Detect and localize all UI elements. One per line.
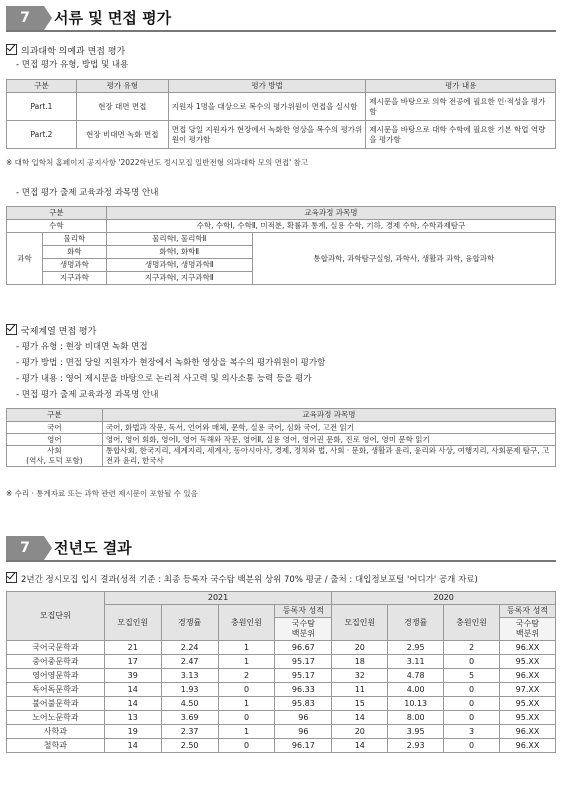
table-cell: 0 — [444, 655, 500, 669]
table-cell: 14 — [332, 711, 388, 725]
table-cell: 통합과학, 과학탐구실험, 과학사, 생활과 과학, 융합과학 — [252, 233, 555, 285]
table-cell: 96.17 — [275, 739, 332, 753]
table-cell: 0 — [444, 739, 500, 753]
table-header: 구분 — [7, 80, 77, 93]
table-cell: 39 — [104, 669, 161, 683]
table-cell: 생명과학 — [42, 259, 106, 272]
table-cell: 2.50 — [161, 739, 218, 753]
section-header-evaluation — [6, 6, 556, 30]
table-cell: 96.33 — [275, 683, 332, 697]
table-cell: 17 — [104, 655, 161, 669]
table-cell: 32 — [332, 669, 388, 683]
table-note: ※ 대학 입학처 홈페이지 공지사항 '2022학년도 정시모집 일반전형 의과대학 모의 면접' 참고 — [6, 158, 309, 167]
section-title: 서류 및 면접 평가 — [54, 9, 172, 27]
checkbox-icon — [6, 44, 17, 55]
table-header: 모집단위 — [7, 592, 105, 641]
intl-heading — [6, 324, 96, 338]
table-cell: 2 — [218, 669, 275, 683]
table-header: 평가 방법 — [168, 80, 366, 93]
table-row — [7, 655, 556, 669]
table-cell: 화학Ⅰ, 화학Ⅱ — [106, 246, 252, 259]
intl-subjects-table — [6, 408, 556, 467]
table-header: 국수탐 백분위 — [500, 618, 556, 641]
table-cell: 14 — [104, 683, 161, 697]
unit-name-cell: 국어국문학과 — [7, 641, 105, 655]
table-cell: 지원자 1명을 대상으로 복수의 평가위원이 면접을 실시함 — [168, 93, 366, 121]
table-cell: 지구과학Ⅰ, 지구과학Ⅱ — [106, 272, 252, 285]
unit-name-cell: 중어중문학과 — [7, 655, 105, 669]
table-cell: 사회 (역사, 도덕 포함) — [7, 446, 103, 467]
unit-name-cell: 불어불문학과 — [7, 697, 105, 711]
divider — [6, 30, 556, 32]
table-cell: 화학 — [42, 246, 106, 259]
table-cell: 국어 — [7, 422, 103, 434]
table-cell: 3.95 — [388, 725, 444, 739]
table-header: 구분 — [7, 207, 107, 220]
table-cell: 20 — [332, 641, 388, 655]
table-cell: 0 — [218, 739, 275, 753]
table-header: 교육과정 과목명 — [106, 207, 555, 220]
table-cell: 96.XX — [500, 669, 556, 683]
med-subjects-table — [6, 206, 556, 285]
table-cell: 1.93 — [161, 683, 218, 697]
med-subheading-1: - 면접 평가 유형, 방법 및 내용 — [16, 60, 129, 70]
table-cell: 영어, 영어 회화, 영어Ⅰ, 영어 독해와 작문, 영어Ⅱ, 실용 영어, 영어권 문화, 진로 영어, 영미 문학 읽기 — [102, 434, 555, 446]
table-cell: 현장 비대면 녹화 면접 — [76, 121, 168, 149]
section-number: 7 — [6, 536, 44, 560]
table-header: 충원인원 — [444, 605, 500, 641]
unit-name-cell: 영어영문학과 — [7, 669, 105, 683]
table-cell: 영어 — [7, 434, 103, 446]
table-cell: Part.1 — [7, 93, 77, 121]
table-cell: 생명과학Ⅰ, 생명과학Ⅱ — [106, 259, 252, 272]
table-cell: 물리학Ⅰ, 물리학Ⅱ — [106, 233, 252, 246]
table-cell: 95.17 — [275, 669, 332, 683]
table-cell: 수학, 수학Ⅰ, 수학Ⅱ, 미적분, 확률과 통계, 실용 수학, 기하, 경제 수학, 수학과제탐구 — [106, 220, 555, 233]
table-cell: 수학 — [7, 220, 107, 233]
table-cell: 1 — [218, 697, 275, 711]
table-cell: 통합사회, 한국지리, 세계지리, 세계사, 동아시아사, 경제, 정치와 법, 사회 · 문화, 생활과 윤리, 윤리와 사상, 여행지리, 사회문제 탐구, 고전과 윤리, 한국사 — [102, 446, 555, 467]
table-header: 구분 — [7, 409, 103, 422]
table-header: 2021 — [104, 592, 332, 605]
table-cell: 3.69 — [161, 711, 218, 725]
table-cell: 95.XX — [500, 711, 556, 725]
table-cell: 0 — [444, 697, 500, 711]
table-cell: 지구과학 — [42, 272, 106, 285]
table-cell: 과학 — [7, 233, 43, 285]
table-cell: 2.24 — [161, 641, 218, 655]
table-cell: 14 — [332, 739, 388, 753]
table-cell: 96.XX — [500, 739, 556, 753]
table-row — [7, 434, 556, 446]
unit-name-cell: 철학과 — [7, 739, 105, 753]
table-header: 충원인원 — [218, 605, 275, 641]
table-cell: 95.17 — [275, 655, 332, 669]
table-cell: 95.83 — [275, 697, 332, 711]
intl-line: - 면접 평가 출제 교육과정 과목명 안내 — [16, 390, 159, 400]
table-row — [7, 669, 556, 683]
intl-line: - 평가 유형 : 현장 비대면 녹화 면접 — [16, 342, 148, 352]
table-cell: 4.00 — [388, 683, 444, 697]
table-cell: 96.XX — [500, 641, 556, 655]
table-cell: 97.XX — [500, 683, 556, 697]
table-row — [7, 233, 556, 246]
intl-line: - 평가 방법 : 면접 당일 지원자가 현장에서 녹화한 영상을 복수의 평가위원이 평가함 — [16, 358, 326, 368]
table-cell: 21 — [104, 641, 161, 655]
table-cell: 1 — [218, 655, 275, 669]
table-cell: 3.13 — [161, 669, 218, 683]
table-cell: 2.93 — [388, 739, 444, 753]
table-header: 경쟁률 — [388, 605, 444, 641]
table-header: 2020 — [332, 592, 556, 605]
unit-name-cell: 사학과 — [7, 725, 105, 739]
table-row — [7, 697, 556, 711]
table-cell: 현장 대면 면접 — [76, 93, 168, 121]
table-cell: 96.XX — [500, 725, 556, 739]
table-row — [7, 446, 556, 467]
med-heading — [6, 44, 125, 58]
table-cell: Part.2 — [7, 121, 77, 149]
table-cell: 면접 당일 지원자가 현장에서 녹화한 영상을 복수의 평가위원이 평가함 — [168, 121, 366, 149]
intl-heading-text: 국제계열 면접 평가 — [21, 327, 97, 337]
table-cell: 3 — [444, 725, 500, 739]
table-header: 등록자 성적 — [275, 605, 332, 618]
results-heading — [6, 572, 478, 586]
table-row — [7, 641, 556, 655]
section-number: 7 — [6, 6, 44, 30]
unit-name-cell: 독어독문학과 — [7, 683, 105, 697]
divider — [6, 560, 556, 562]
table-cell: 3.11 — [388, 655, 444, 669]
table-header: 평가 내용 — [366, 80, 556, 93]
table-cell: 5 — [444, 669, 500, 683]
unit-name-cell: 노어노문학과 — [7, 711, 105, 725]
checkbox-icon — [6, 572, 17, 583]
table-row — [7, 683, 556, 697]
table-cell: 96 — [275, 725, 332, 739]
table-cell: 10.13 — [388, 697, 444, 711]
table-cell: 8.00 — [388, 711, 444, 725]
med-heading-text: 의과대학 의예과 면접 평가 — [21, 47, 126, 57]
table-cell: 4.78 — [388, 669, 444, 683]
table-header: 경쟁률 — [161, 605, 218, 641]
results-heading-text: 2년간 정시모집 입시 결과(성적 기준 : 최종 등록자 국수탐 백분위 상위 70% 평균 / 출처 : 대입정보포털 '어디가' 공개 자료) — [21, 575, 478, 585]
intl-line: - 평가 내용 : 영어 제시문을 바탕으로 논리적 사고력 및 의사소통 능력 등을 평가 — [16, 374, 312, 384]
table-row — [7, 422, 556, 434]
table-header: 모집인원 — [332, 605, 388, 641]
table-row — [7, 220, 556, 233]
results-table — [6, 591, 556, 753]
table-cell: 15 — [332, 697, 388, 711]
med-subheading-2: - 면접 평가 출제 교육과정 과목명 안내 — [16, 188, 159, 198]
table-note: ※ 수리 · 통계자료 또는 과학 관련 제시문이 포함될 수 있음 — [6, 489, 198, 498]
table-header: 모집인원 — [104, 605, 161, 641]
table-row — [7, 739, 556, 753]
table-cell: 1 — [218, 725, 275, 739]
table-cell: 14 — [104, 697, 161, 711]
table-cell: 국어, 화법과 작문, 독서, 언어와 매체, 문학, 실용 국어, 심화 국어, 고전 읽기 — [102, 422, 555, 434]
table-cell: 0 — [444, 711, 500, 725]
table-cell: 2.37 — [161, 725, 218, 739]
table-cell: 95.XX — [500, 655, 556, 669]
table-cell: 2.95 — [388, 641, 444, 655]
table-cell: 1 — [218, 641, 275, 655]
table-header: 교육과정 과목명 — [102, 409, 555, 422]
interview-type-table — [6, 79, 556, 149]
table-cell: 2.47 — [161, 655, 218, 669]
table-header: 등록자 성적 — [500, 605, 556, 618]
table-cell: 96.67 — [275, 641, 332, 655]
table-cell: 2 — [444, 641, 500, 655]
table-row — [7, 93, 556, 121]
table-header: 평가 유형 — [76, 80, 168, 93]
checkbox-icon — [6, 324, 17, 335]
table-row — [7, 121, 556, 149]
table-cell: 13 — [104, 711, 161, 725]
section-title: 전년도 결과 — [54, 539, 132, 557]
section-header-results — [6, 536, 556, 560]
table-row — [7, 725, 556, 739]
table-cell: 19 — [104, 725, 161, 739]
table-cell: 96 — [275, 711, 332, 725]
table-row — [7, 711, 556, 725]
table-cell: 18 — [332, 655, 388, 669]
table-cell: 14 — [104, 739, 161, 753]
table-cell: 제시문을 바탕으로 의학 전공에 필요한 인·적성을 평가함 — [366, 93, 556, 121]
table-header: 국수탐 백분위 — [275, 618, 332, 641]
table-cell: 20 — [332, 725, 388, 739]
table-cell: 물리학 — [42, 233, 106, 246]
table-cell: 11 — [332, 683, 388, 697]
table-cell: 0 — [218, 683, 275, 697]
table-cell: 0 — [444, 683, 500, 697]
table-cell: 제시문을 바탕으로 대학 수학에 필요한 기본 학업 역량을 평가함 — [366, 121, 556, 149]
table-cell: 95.XX — [500, 697, 556, 711]
table-cell: 0 — [218, 711, 275, 725]
table-cell: 4.50 — [161, 697, 218, 711]
